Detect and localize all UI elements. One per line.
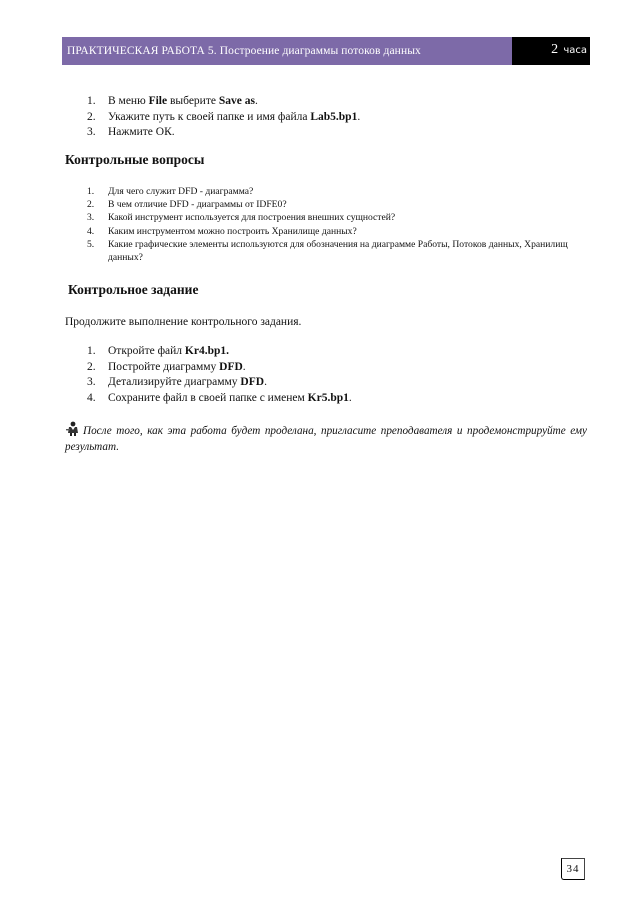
step-text: . [357,110,361,123]
task-step-number: 1. [87,345,96,357]
step-text: выберите [167,95,219,107]
page-number: 34 [561,858,585,880]
question-number: 2. [87,199,95,211]
task-step-number: 2. [87,360,96,373]
question-text: В чем отличие DFD - диаграммы от IDFE0? [108,199,287,211]
step-text: Укажите путь к своей папке и имя файла [108,110,311,123]
task-step-text: DFD [240,376,265,388]
step-text: Lab5.bp1 [310,110,358,123]
question-text: Какой инструмент используется для построения внешних сущностей? [108,212,396,224]
task-step-text: Постройте диаграмму [108,360,220,373]
question-number: 5. [87,238,95,250]
step-item [65,110,360,126]
step-text: File [148,95,168,107]
task-step-number: 3. [87,376,96,388]
question-item [65,198,585,211]
question-number: 4. [87,225,95,237]
step-item [65,125,360,141]
question-text: Для чего служит DFD - диаграмма? [108,186,254,197]
question-text: Каким инструментом можно построить Хранилище данных? [108,225,357,237]
hours-label: часа [563,45,587,56]
step-number: 1. [87,95,96,107]
task-step-text: Откройте файл [108,345,185,357]
task-step-number: 4. [87,391,96,404]
task-step-item [65,360,352,376]
step-item [65,94,360,110]
task-step-text: Kr4.bp1. [184,345,229,357]
instruction-steps-list [65,94,360,141]
task-intro: Продолжите выполнение контрольного задания. [65,316,302,328]
task-steps-list [65,344,352,406]
task-heading: Контрольное задание [68,282,199,297]
step-text: Нажмите ОК. [108,126,175,138]
question-number: 1. [87,186,95,197]
question-text: Какие графические элементы используются для обозначения на диаграмме Работы, Потоков данных, Хранилищ данных? [108,238,568,264]
task-step-text: Kr5.bp1 [307,391,349,404]
step-number: 3. [87,126,96,138]
task-step-item [65,391,352,407]
task-step-item [65,344,352,360]
note-text: После того, как эта работа будет проделана, пригласите преподавателя и продемонстрируйте ему результат. [65,425,587,453]
task-step-text: Сохраните файл в своей папке с именем [108,391,308,404]
task-step-text: . [264,376,267,388]
step-number: 2. [87,110,96,123]
task-step-text: DFD [219,360,243,373]
questions-list [65,185,585,264]
question-item [65,238,585,264]
task-step-item [65,375,352,391]
step-text: . [254,95,258,107]
task-step-text: . [348,391,352,404]
task-step-text: Детализируйте диаграмму [108,376,241,388]
question-item [65,185,585,198]
question-item [65,211,585,224]
hours-badge [512,37,590,65]
step-text: В меню [108,95,149,107]
teacher-icon [65,421,82,436]
task-step-text: . [242,360,246,373]
questions-heading: Контрольные вопросы [65,152,205,167]
question-item [65,225,585,238]
hours-number: 2 [551,42,559,57]
note-paragraph [65,421,587,455]
header-title: ПРАКТИЧЕСКАЯ РАБОТА 5. Построение диаграммы потоков данных [62,37,512,65]
step-text: Save as [218,95,255,107]
question-number: 3. [87,212,95,224]
